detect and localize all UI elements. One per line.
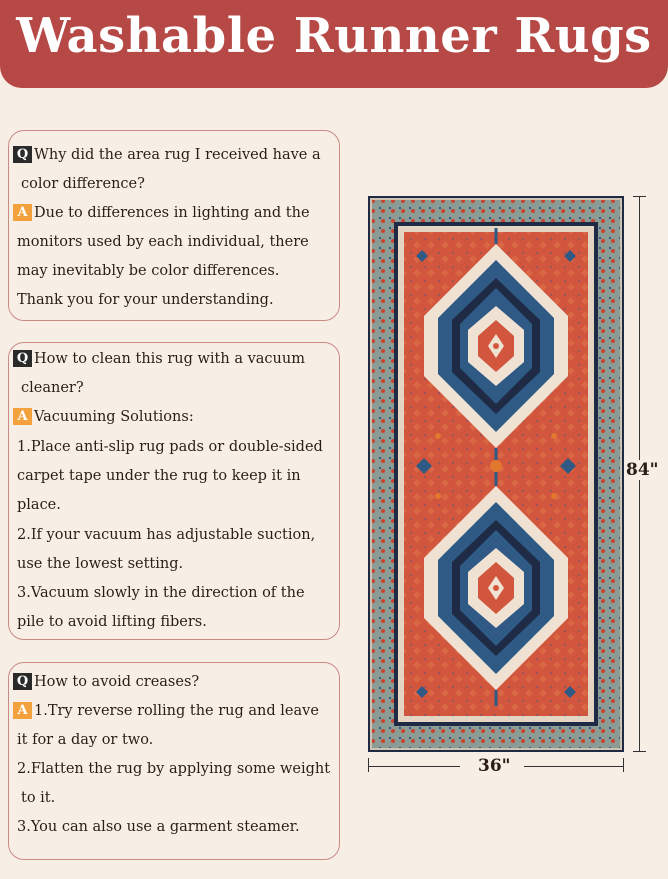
answer-line: to it.: [21, 790, 56, 806]
answer-line: place.: [17, 497, 61, 513]
answer-line: Thank you for your understanding.: [17, 292, 274, 308]
question-line: Q How to avoid creases?: [13, 673, 199, 691]
question-line: cleaner?: [21, 380, 84, 396]
answer-line: 3.You can also use a garment steamer.: [17, 819, 300, 835]
question-line: Q How to clean this rug with a vacuum: [13, 350, 305, 368]
height-dimension-cap-bottom: [633, 751, 646, 752]
answer-line: A 1.Try reverse rolling the rug and leave: [13, 702, 319, 720]
answer-badge: A: [13, 702, 32, 719]
answer-line: carpet tape under the rug to keep it in: [17, 468, 301, 484]
question-badge: Q: [13, 350, 32, 367]
answer-line: 2.If your vacuum has adjustable suction,: [17, 527, 316, 543]
question-badge: Q: [13, 673, 32, 690]
answer-line: A Due to differences in lighting and the: [13, 204, 310, 222]
answer-line: 3.Vacuum slowly in the direction of the: [17, 585, 305, 601]
width-dimension-line-left: [368, 766, 460, 767]
answer-line: A Vacuuming Solutions:: [13, 408, 194, 426]
answer-line: it for a day or two.: [17, 732, 154, 748]
faq-card-creases: [8, 662, 340, 860]
faq-card-vacuum: [8, 342, 340, 640]
answer-line: monitors used by each individual, there: [17, 234, 309, 250]
title-banner: [0, 0, 668, 88]
answer-badge: A: [13, 204, 32, 221]
width-dimension-cap-right: [623, 758, 624, 772]
page-title: Washable Runner Rugs: [16, 8, 652, 64]
question-line: color difference?: [21, 176, 145, 192]
question-badge: Q: [13, 146, 32, 163]
rug-image: [368, 196, 624, 752]
width-dimension-label: 36": [478, 756, 511, 776]
answer-badge: A: [13, 408, 32, 425]
faq-card-color: [8, 130, 340, 321]
height-dimension-label: 84": [626, 460, 659, 480]
question-line: Q Why did the area rug I received have a: [13, 146, 321, 164]
answer-line: may inevitably be color differences.: [17, 263, 280, 279]
rug-drawing: [368, 196, 624, 752]
width-dimension-line-right: [524, 766, 624, 767]
answer-line: use the lowest setting.: [17, 556, 184, 572]
width-dimension-cap-left: [368, 758, 369, 772]
answer-line: 2.Flatten the rug by applying some weight: [17, 761, 331, 777]
answer-line: 1.Place anti-slip rug pads or double-sided: [17, 439, 323, 455]
answer-line: pile to avoid lifting fibers.: [17, 614, 207, 630]
